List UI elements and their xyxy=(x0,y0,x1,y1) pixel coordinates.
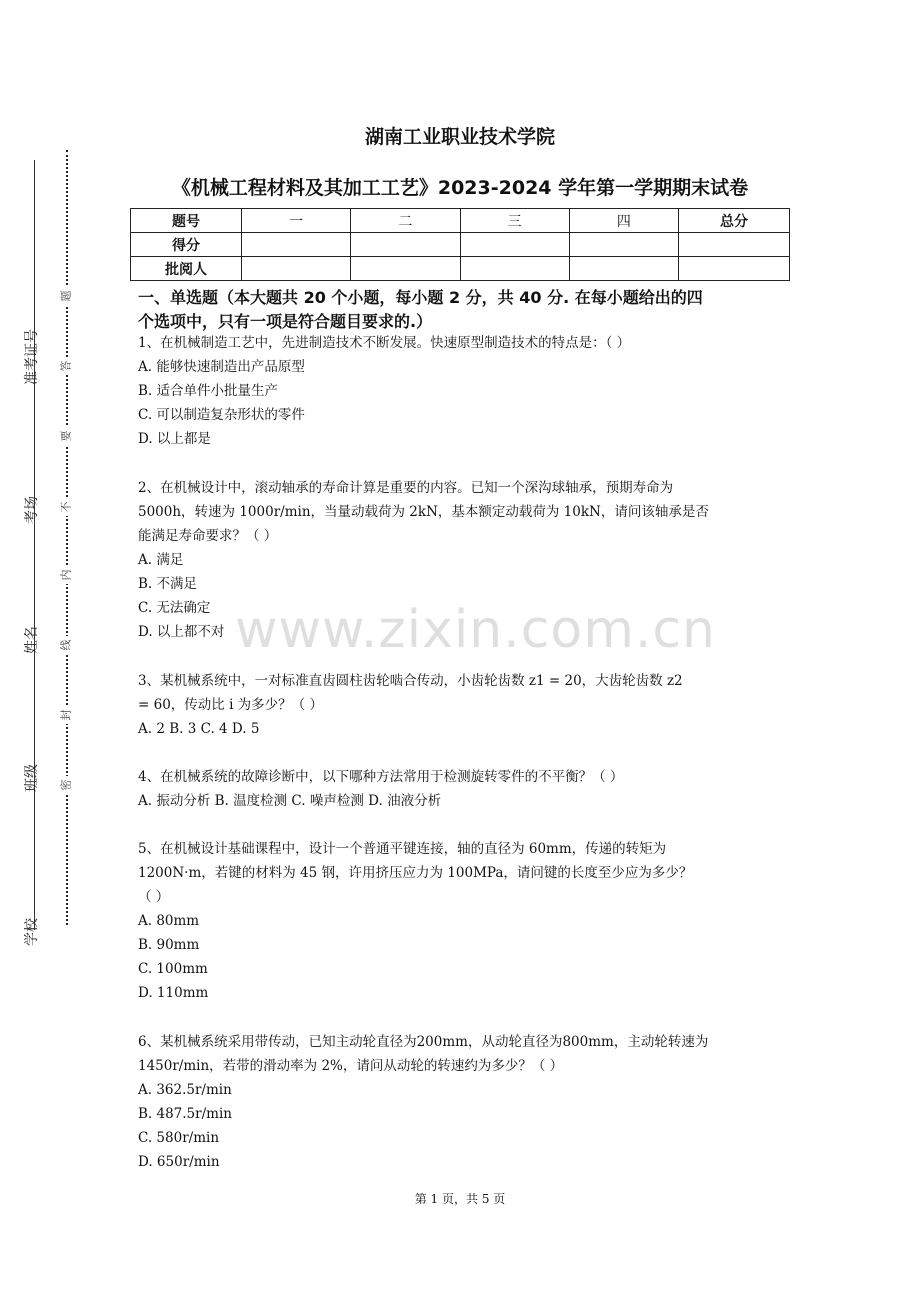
option-c: C. 100mm xyxy=(138,961,208,977)
exam-room-label: 考场 xyxy=(24,496,40,524)
question-stem: （ ） xyxy=(138,889,170,905)
score-header-cell: 二 xyxy=(351,209,460,233)
grader-cell[interactable] xyxy=(351,257,460,281)
page-footer: 第 1 页，共 5 页 xyxy=(414,1192,506,1206)
seal-char: 封 xyxy=(57,706,75,724)
score-cell[interactable] xyxy=(460,233,569,257)
option-d: D. 110mm xyxy=(138,985,209,1001)
question-5 xyxy=(138,837,793,1005)
question-stem: 能满足寿命要求？（ ） xyxy=(138,528,278,544)
grader-row xyxy=(131,257,790,281)
option-b: B. 487.5r/min xyxy=(138,1106,232,1122)
question-4 xyxy=(138,765,793,813)
option-d: D. 以上都是 xyxy=(138,431,211,447)
option-b: B. 90mm xyxy=(138,937,200,953)
seal-char: 内 xyxy=(57,566,75,584)
score-cell[interactable] xyxy=(569,233,678,257)
question-1 xyxy=(138,331,793,451)
option-c: C. 可以制造复杂形状的零件 xyxy=(138,407,305,423)
exam-title: 《机械工程材料及其加工工艺》2023-2024 学年第一学期期末试卷 xyxy=(171,177,749,199)
grader-row-label: 批阅人 xyxy=(131,257,242,281)
score-header-cell: 三 xyxy=(460,209,569,233)
grader-cell[interactable] xyxy=(242,257,351,281)
score-header-cell: 四 xyxy=(569,209,678,233)
school-label: 学校 xyxy=(24,918,40,946)
name-label: 姓名 xyxy=(24,626,40,654)
grader-cell[interactable] xyxy=(460,257,569,281)
score-cell[interactable] xyxy=(679,233,790,257)
question-stem: 5000h，转速为 1000r/min，当量动载荷为 2kN，基本额定动载荷为 10kN，请问该轴承是否 xyxy=(138,504,709,520)
seal-char: 答 xyxy=(57,357,75,375)
option-d: D. 以上都不对 xyxy=(138,624,225,640)
watermark: www.zixin.com.cn xyxy=(235,600,716,660)
score-table-header-row xyxy=(131,209,790,233)
seal-char: 要 xyxy=(57,427,75,445)
options-line: A. 2 B. 3 C. 4 D. 5 xyxy=(138,721,260,737)
score-row-label: 得分 xyxy=(131,233,242,257)
option-d: D. 650r/min xyxy=(138,1154,220,1170)
options-line: A. 振动分析 B. 温度检测 C. 噪声检测 D. 油液分析 xyxy=(138,793,442,809)
score-table xyxy=(130,208,790,281)
option-c: C. 无法确定 xyxy=(138,600,211,616)
option-b: B. 适合单件小批量生产 xyxy=(138,383,279,399)
exam-id-label: 准考证号 xyxy=(24,329,40,385)
class-label: 班级 xyxy=(24,764,40,792)
question-stem: = 60，传动比 i 为多少？（ ） xyxy=(138,697,323,713)
option-c: C. 580r/min xyxy=(138,1130,220,1146)
seal-dotted-line xyxy=(66,150,68,925)
score-header-cell: 题号 xyxy=(131,209,242,233)
section-heading-line: 一、单选题（本大题共 20 个小题，每小题 2 分，共 40 分. 在每小题给出的四 xyxy=(138,288,703,307)
question-stem: 1、在机械制造工艺中，先进制造技术不断发展。快速原型制造技术的特点是：（ ） xyxy=(138,335,631,351)
option-a: A. 80mm xyxy=(138,913,200,929)
option-a: A. 满足 xyxy=(138,552,184,568)
question-stem: 1450r/min，若带的滑动率为 2%，请问从动轮的转速约为多少？（ ） xyxy=(138,1058,564,1074)
grader-cell[interactable] xyxy=(569,257,678,281)
score-cell[interactable] xyxy=(351,233,460,257)
section-heading-line: 个选项中，只有一项是符合题目要求的.） xyxy=(138,312,433,331)
question-3 xyxy=(138,669,793,741)
question-stem: 6、某机械系统采用带传动，已知主动轮直径为200mm，从动轮直径为800mm，主动轮转速为 xyxy=(138,1034,709,1050)
seal-char: 不 xyxy=(57,498,75,516)
score-header-cell: 总分 xyxy=(679,209,790,233)
section-heading xyxy=(138,286,788,334)
seal-char: 密 xyxy=(57,776,75,794)
seal-char: 题 xyxy=(57,287,75,305)
question-stem: 3、某机械系统中，一对标准直齿圆柱齿轮啮合传动，小齿轮齿数 z1 = 20，大齿轮齿数 z2 xyxy=(138,673,683,689)
school-name: 湖南工业职业技术学院 xyxy=(364,126,555,148)
option-a: A. 362.5r/min xyxy=(138,1082,232,1098)
question-stem: 2、在机械设计中，滚动轴承的寿命计算是重要的内容。已知一个深沟球轴承，预期寿命为 xyxy=(138,480,674,496)
score-row xyxy=(131,233,790,257)
binding-line xyxy=(34,160,35,930)
option-b: B. 不满足 xyxy=(138,576,198,592)
question-stem: 1200N·m，若键的材料为 45 钢，许用挤压应力为 100MPa，请问键的长度至少应为多少？ xyxy=(138,865,693,881)
question-stem: 5、在机械设计基础课程中，设计一个普通平键连接，轴的直径为 60mm，传递的转矩为 xyxy=(138,841,667,857)
score-header-cell: 一 xyxy=(242,209,351,233)
seal-char: 线 xyxy=(57,636,75,654)
score-cell[interactable] xyxy=(242,233,351,257)
question-6 xyxy=(138,1030,793,1174)
question-stem: 4、在机械系统的故障诊断中，以下哪种方法常用于检测旋转零件的不平衡？（ ） xyxy=(138,769,624,785)
option-a: A. 能够快速制造出产品原型 xyxy=(138,359,305,375)
grader-cell[interactable] xyxy=(679,257,790,281)
